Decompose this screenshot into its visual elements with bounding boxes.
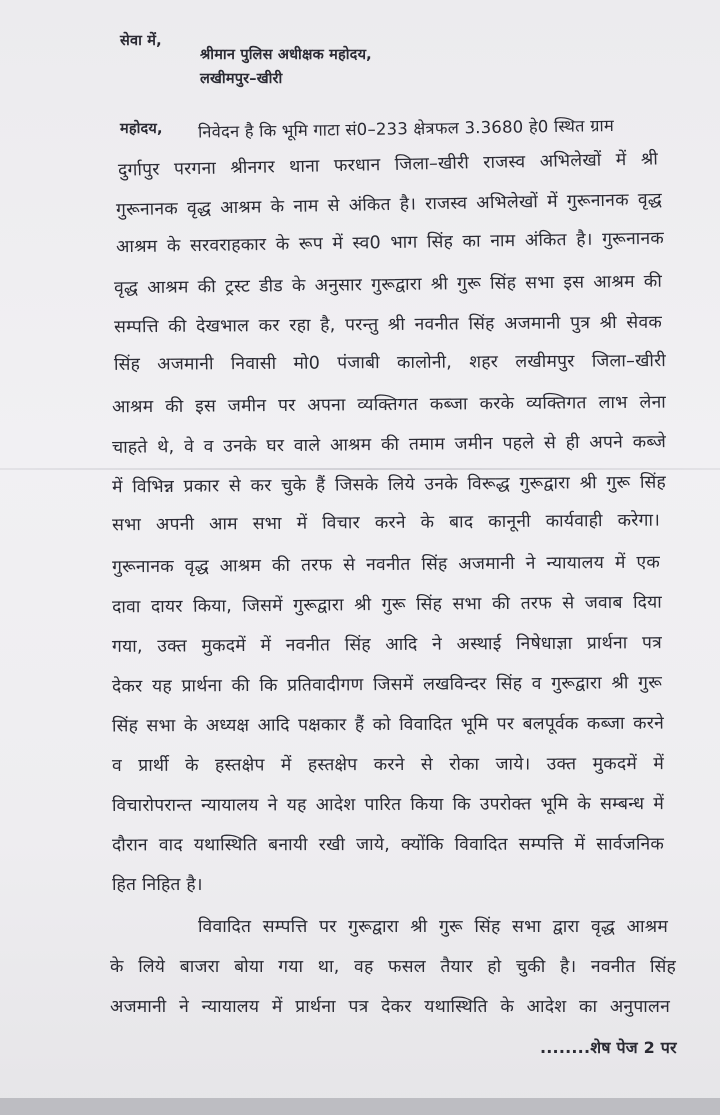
body-line: सम्पत्ति की देखभाल कर रहा है, परन्तु श्री नवनीत सिंह अजमानी पुत्र श्री सेवक bbox=[113, 312, 663, 338]
body-line: चाहते थे, वे व उनके घर वाले आश्रम की तमाम जमीन पहले से ही अपने कब्जे bbox=[111, 432, 667, 458]
body-line: के लिये बाजरा बोया गया था, वह फसल तैयार हो चुकी है। नवनीत सिंह bbox=[110, 957, 676, 977]
body-line: विचारोपरान्त न्यायालय ने यह आदेश पारित किया कि उपरोक्त भूमि के सम्बन्ध में bbox=[111, 794, 665, 816]
greeting: महोदय, bbox=[120, 121, 163, 137]
body-line: गया, उक्त मुकदमें में नवनीत सिंह आदि ने अस्थाई निषेधाज्ञा प्रार्थना पत्र bbox=[111, 633, 663, 657]
addressee-title: श्रीमान पुलिस अधीक्षक महोदय, bbox=[200, 47, 372, 63]
body-line: दौरान वाद यथास्थिति बनायी रखी जाये, क्योंकि विवादित सम्पत्ति में सार्वजनिक bbox=[111, 834, 665, 856]
addressee-place: लखीमपुर–खीरी bbox=[200, 71, 283, 87]
continuation-note: ........शेष पेज 2 पर bbox=[540, 1038, 677, 1057]
body-line: दुर्गापुर परगना श्रीनगर थाना फरधान जिला–खीरी राजस्व अभिलेखों में श्री bbox=[117, 149, 659, 181]
body-line: में विभिन्न प्रकार से कर चुके हैं जिसके लिये उनके विरूद्ध गुरूद्वारा श्री गुरू सिंह bbox=[111, 472, 667, 498]
body-line: सिंह अजमानी निवासी मो0 पंजाबी कालोनी, शहर लखीमपुर जिला–खीरी bbox=[113, 351, 667, 375]
body-line: दावा दायर किया, जिसमें गुरूद्वारा श्री गुरू सिंह सभा की तरफ से जवाब दिया bbox=[111, 592, 663, 618]
body-line: गुरूनानक वृद्ध आश्रम के नाम से अंकित है। राजस्व अभिलेखों में गुरूनानक वृद्ध bbox=[115, 189, 663, 221]
body-line: सिंह सभा के अध्यक्ष आदि पक्षकार हैं को विवादित भूमि पर बलपूर्वक कब्जा करने bbox=[111, 713, 665, 737]
body-line: व प्रार्थी के हस्तक्षेप में हस्तक्षेप करने से रोका जाये। उक्त मुकदमें में bbox=[111, 754, 665, 776]
body-line: आश्रम के सरवराहकार के रूप में स्व0 भाग सिंह का नाम अंकित है। गुरूनानक bbox=[115, 228, 665, 258]
salutation-to: सेवा में, bbox=[120, 33, 162, 49]
body-line: निवेदन है कि भूमि गाटा सं0–233 क्षेत्रफल 3.3680 हे0 स्थित ग्राम bbox=[197, 116, 615, 142]
body-line: आश्रम की इस जमीन पर अपना व्यक्तिगत कब्जा करके व्यक्तिगत लाभ लेना bbox=[111, 392, 667, 418]
body-line: अजमानी ने न्यायालय में प्रार्थना पत्र देकर यथास्थिति के आदेश का अनुपालन bbox=[110, 997, 670, 1017]
page-bottom-edge bbox=[0, 1098, 720, 1115]
body-line: सभा अपनी आम सभा में विचार करने के बाद कानूनी कार्यवाही करेगा। bbox=[111, 510, 661, 536]
body-line: हित निहित है। bbox=[112, 875, 203, 895]
body-line: विवादित सम्पत्ति पर गुरूद्वारा श्री गुरू सिंह सभा द्वारा वृद्ध आश्रम bbox=[198, 917, 668, 937]
body-line: गुरूनानक वृद्ध आश्रम की तरफ से नवनीत सिंह अजमानी ने न्यायालय में एक bbox=[111, 552, 661, 578]
body-line: वृद्ध आश्रम की ट्रस्ट डीड के अनुसार गुरूद्वारा श्री गुरू सिंह सभा इस आश्रम की bbox=[113, 271, 663, 299]
body-line: देकर यह प्रार्थना की कि प्रतिवादीगण जिसमें लखविन्दर सिंह व गुरूद्वारा श्री गुरू bbox=[111, 673, 663, 697]
